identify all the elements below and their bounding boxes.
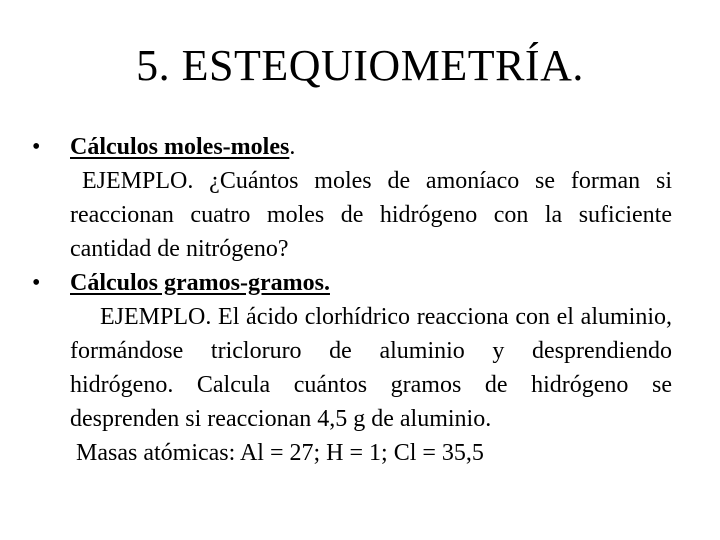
atomic-masses-line: Masas atómicas: Al = 27; H = 1; Cl = 35,5	[76, 440, 484, 466]
bullet-item-moles	[32, 130, 672, 266]
bullet-heading-suffix: .	[289, 134, 296, 160]
example-paragraph-gramos: EJEMPLO. El ácido clorhídrico reacciona con el aluminio, formándose tricloruro de aluminio y desprendiendo hidrógeno. Calcula cuántos gramos de hidrógeno se desprenden si reaccionan 4,5 g de aluminio.	[70, 304, 672, 432]
bullet-heading-gramos: Cálculos gramos-gramos.	[70, 270, 330, 296]
example-paragraph-moles: EJEMPLO. ¿Cuántos moles de amoníaco se forman si reaccionan cuatro moles de hidrógeno con la suficiente cantidad de nitrógeno?	[70, 168, 672, 262]
bullet-heading-line	[70, 266, 672, 300]
bullet-icon: •	[32, 134, 41, 160]
bullet-item-gramos	[32, 266, 672, 470]
bullet-heading-line	[70, 130, 672, 164]
bullet-icon: •	[32, 270, 41, 296]
bullet-heading-moles: Cálculos moles-moles	[70, 134, 290, 160]
slide-content	[32, 130, 672, 470]
slide-title: 5. ESTEQUIOMETRÍA.	[136, 41, 584, 90]
